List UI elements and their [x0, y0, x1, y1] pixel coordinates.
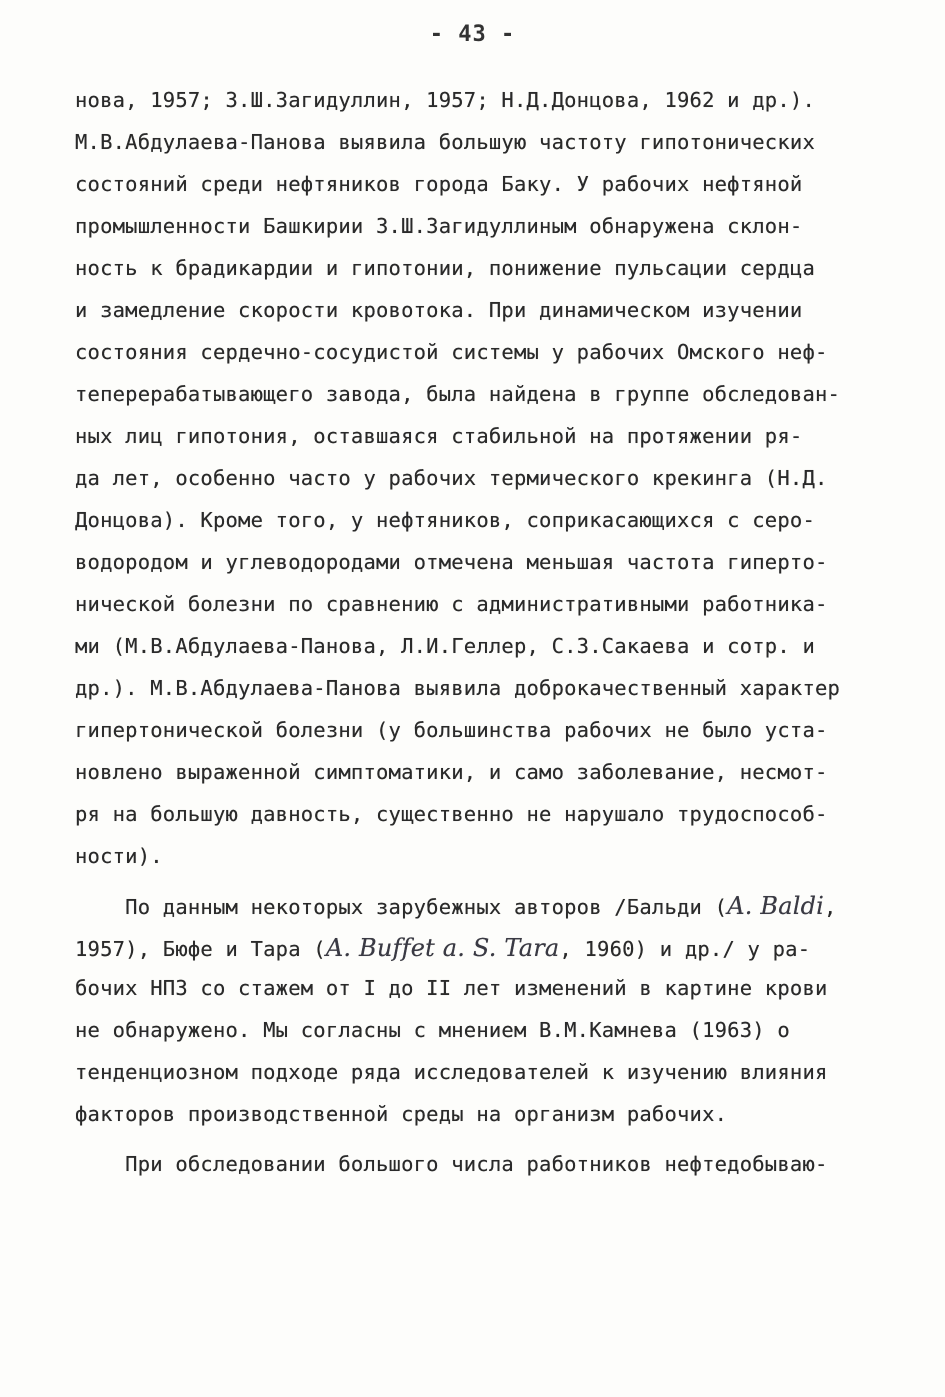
text-line: новлено выраженной симптоматики, и само заболевание, несмот- [75, 760, 828, 784]
text-line [75, 894, 837, 918]
text-line: Донцова). Кроме того, у нефтяников, соприкасающихся с серо- [75, 508, 815, 532]
text-line: ности). [75, 844, 163, 868]
text-line: состояний среди нефтяников города Баку. У рабочих нефтяной [75, 172, 803, 196]
text-line: и замедление скорости кровотока. При динамическом изучении [75, 298, 803, 322]
text-line: факторов производственной среды на организм рабочих. [75, 1102, 728, 1126]
text-line: ных лиц гипотония, оставшаяся стабильной на протяжении ря- [75, 424, 803, 448]
text-line: бочих НПЗ со стажем от I до II лет изменений в картине крови [75, 976, 828, 1000]
text-line: да лет, особенно часто у рабочих термического крекинга (Н.Д. [75, 466, 828, 490]
text-line: др.). М.В.Абдулаева-Панова выявила доброкачественный характер [75, 676, 841, 700]
handwritten-name: A. Buffet a. S. Tara [325, 934, 560, 962]
text-line: ря на большую давность, существенно не нарушало трудоспособ- [75, 802, 828, 826]
text-line: не обнаружено. Мы согласны с мнением В.М.Камнева (1963) о [75, 1018, 790, 1042]
text-line: ми (М.В.Абдулаева-Панова, Л.И.Геллер, С.З.Сакаева и сотр. и [75, 634, 815, 658]
text-line: нической болезни по сравнению с административными работника- [75, 592, 828, 616]
text-line: ность к брадикардии и гипотонии, понижение пульсации сердца [75, 256, 815, 280]
text-line: нова, 1957; З.Ш.Загидуллин, 1957; Н.Д.Донцова, 1962 и др.). [75, 88, 815, 112]
handwritten-name: A. Baldi [727, 892, 825, 920]
text-line: тенденциозном подходе ряда исследователей к изучению влияния [75, 1060, 828, 1084]
text-line: гипертонической болезни (у большинства рабочих не было уста- [75, 718, 828, 742]
text-line: промышленности Башкирии З.Ш.Загидуллиным обнаружена склон- [75, 214, 803, 238]
text-line: При обследовании большого числа работников нефтедобываю- [75, 1152, 828, 1176]
page-number: - 43 - [429, 22, 516, 47]
text-line: М.В.Абдулаева-Панова выявила большую частоту гипотонических [75, 130, 815, 154]
text-segment: По данным некоторых зарубежных авторов /Бальди ( [75, 895, 728, 919]
text-line: теперерабатывающего завода, была найдена в группе обследован- [75, 382, 841, 406]
text-segment: , 1960) и др./ у ра- [559, 937, 811, 961]
text-segment: , [824, 895, 837, 919]
text-line [75, 936, 810, 960]
text-segment: 1957), Бюфе и Тара ( [75, 937, 326, 961]
text-line: состояния сердечно-сосудистой системы у рабочих Омского неф- [75, 340, 828, 364]
text-line: водородом и углеводородами отмечена меньшая частота гиперто- [75, 550, 828, 574]
